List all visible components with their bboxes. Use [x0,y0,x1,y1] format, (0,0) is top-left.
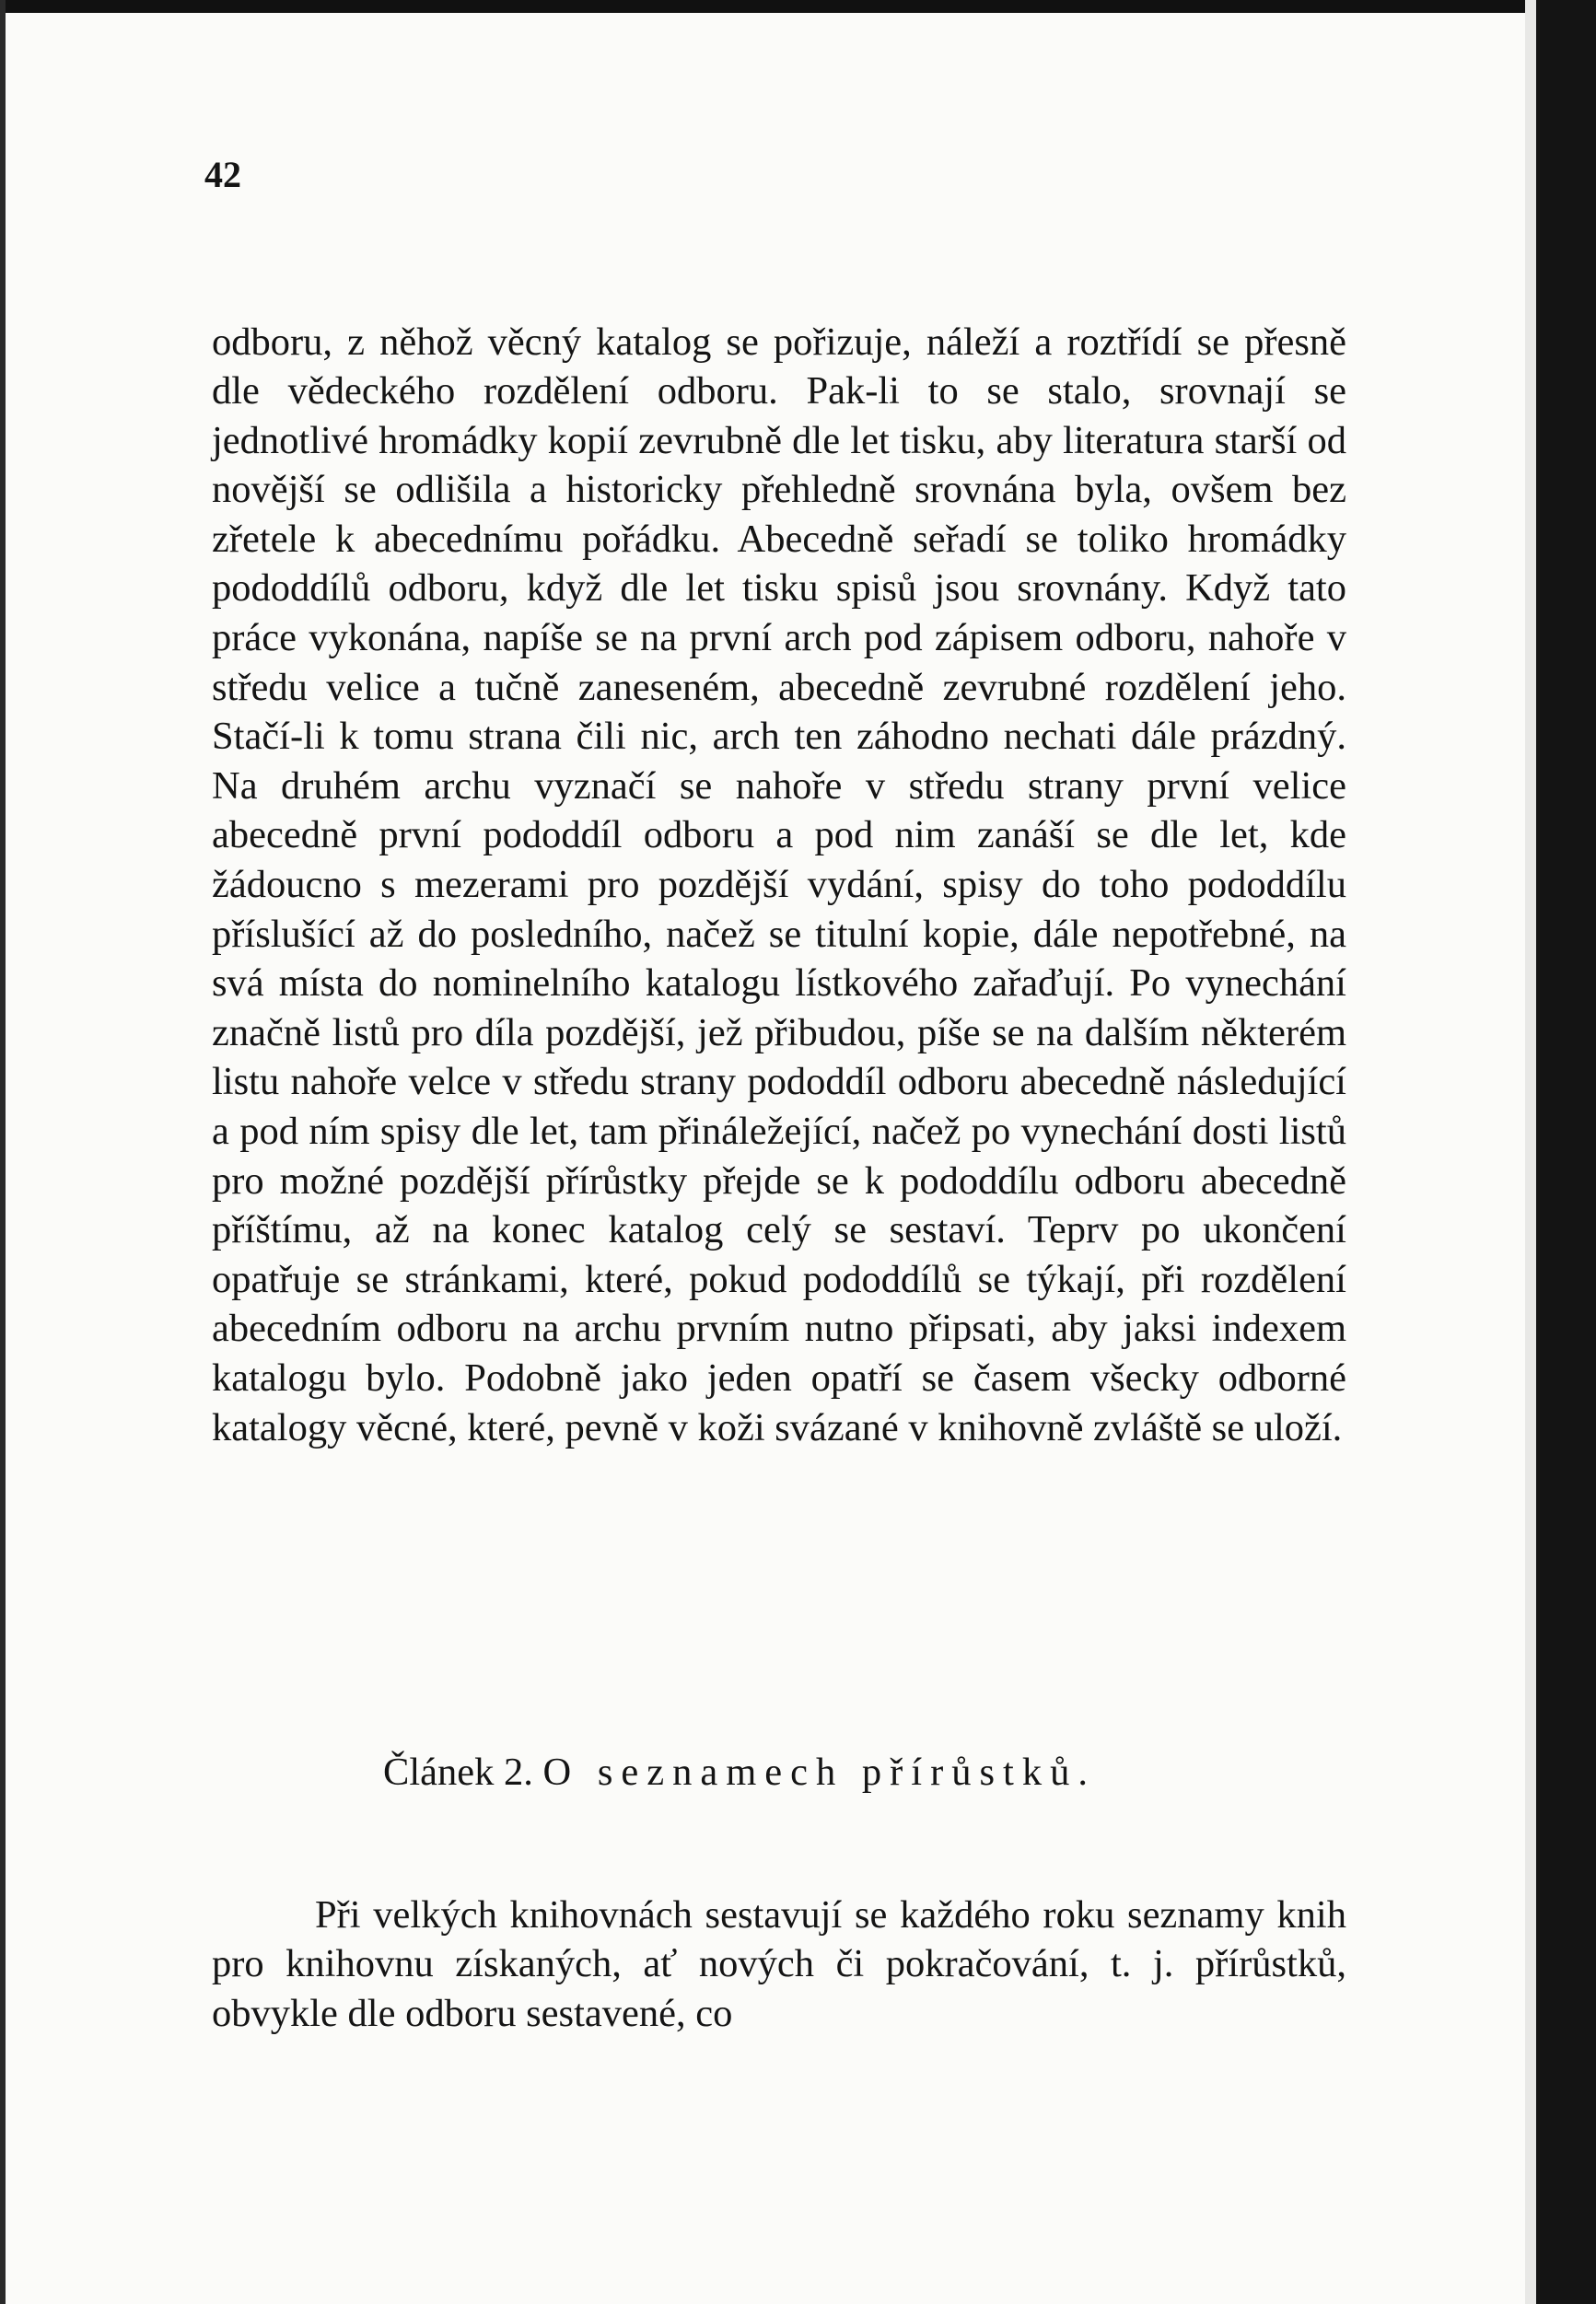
page-number: 42 [204,154,241,195]
scan-left-edge [0,0,6,2304]
section-heading-label: Článek 2. [383,1751,533,1794]
scan-right-edge [1536,0,1596,2304]
scan-right-margin [1525,0,1536,2304]
body-paragraph-1: odboru, z něhož věcný katalog se pořizuje, náleží a roztřídí se přesně dle vědeckého rozdělení odboru. Pak-li to se stalo, srovnají se jednotlivé hromádky kopií zevrubně dle let tisku, aby literatura starší od novější se odlišila a historicky přehledně srovnána byla, ovšem bez zřetele k abecednímu pořádku. Abecedně seřadí se toliko hromádky pododdílů odboru, když dle let tisku spisů jsou srovnány. Když tato práce vykonána, napíše se na první arch pod zápisem odboru, nahoře v středu velice a tučně zaneseném, abecedně zevrubné rozdělení jeho. Stačí-li k tomu strana čili nic, arch ten záhodno nechati dále prázdný. Na druhém archu vyznačí se nahoře v středu strany první velice abecedně první pododdíl odboru a pod nim zanáší se dle let, kde žádoucno s mezerami pro pozdější vydání, spisy do toho pododdílu příslušící až do posledního, načež se titulní kopie, dále nepotřebné, na svá místa do nominelního katalogu lístkového zařaďují. Po vynechání značně listů pro díla pozdější, jež přibudou, píše se na dalším některém listu nahoře velce v středu strany pododdíl odboru abecedně následující a pod ním spisy dle let, tam přináležející, načež po vynechání dosti listů pro možné pozdější přírůstky přejde se k pododdílu odboru abecedně příštímu, až na konec katalog celý se sestaví. Teprv po ukončení opatřuje se stránkami, které, pokud pododdílů se týkají, při rozdělení abecedním odboru na archu prvním nutno připsati, aby jaksi indexem katalogu bylo. Podobně jako jeden opatří se časem všecky odborné katalogy věcné, které, pevně v koži svázané v knihovně zvláště se uloží. [212,320,1346,1449]
scan-top-edge [0,0,1596,13]
section-heading-title: O seznamech přírůstků. [542,1751,1096,1794]
section-heading [383,1748,1096,1798]
body-paragraph-2: Při velkých knihovnách sestavují se každého roku seznamy knih pro knihovnu získaných, ať nových či pokračování, t. j. přírůstků, obvykle dle odboru sestavené, co [212,1892,1346,2035]
